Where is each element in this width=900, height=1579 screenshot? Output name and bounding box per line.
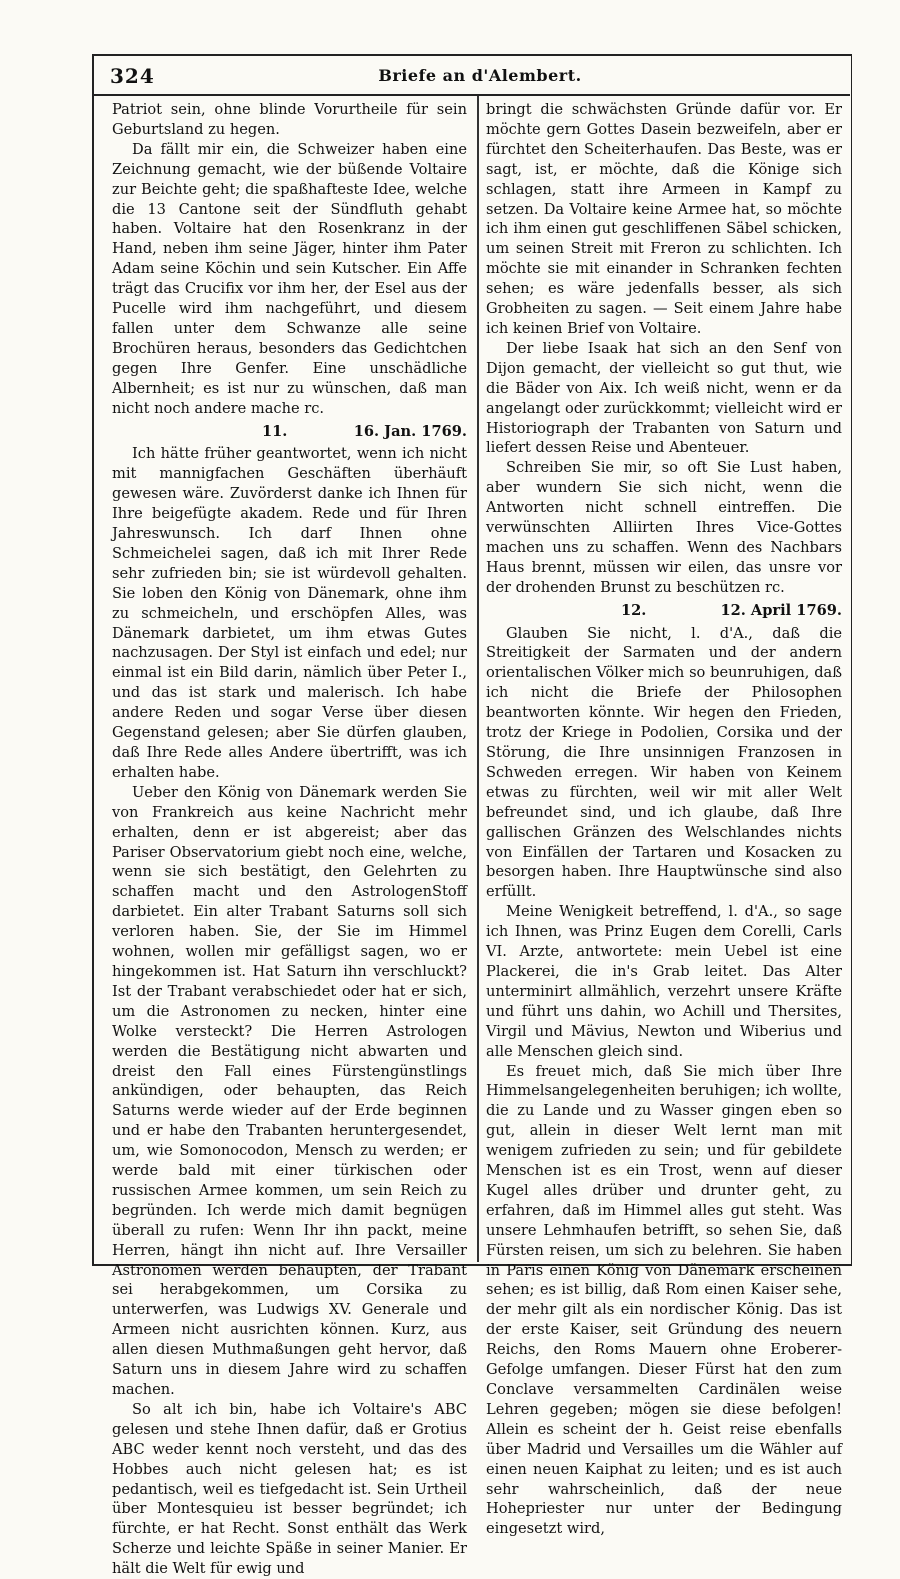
letter-date: 12. April 1769. [720,601,842,619]
paragraph: Schreiben Sie mir, so oft Sie Lust haben, aber wundern Sie sich nicht, wenn die Antworten nicht schnell eintreffen. Die verwünschten Alliirten Ihres Vice-Gottes machen uns zu schaffen. Wenn des Nachbars Haus brennt, müssen wir eilen, das unsre vor der drohenden Brunst zu beschützen rc. [486,459,842,596]
paragraph: bringt die schwächsten Gründe dafür vor. Er möchte gern Gottes Dasein bezweifeln, aber er fürchtet den Scheiterhaufen. Das Beste, was er sagt, ist, er möchte, daß die Könige sich schlagen, statt ihre Armeen in Kampf zu setzen. Da Voltaire keine Armee hat, so möchte ich ihm einen gut geschliffenen Säbel schicken, um seinen Streit mit Freron zu schlichten. Ich möchte sie mit einander in Schranken fechten sehen; es wäre jedenfalls besser, als sich Grobheiten zu sagen. — Seit einem Jahre habe ich keinen Brief von Voltaire. [486,101,842,337]
page-number: 324 [110,64,155,88]
paragraph: Ich hätte früher geantwortet, wenn ich nicht mit mannigfachen Geschäften überhäuft gewesen wäre. Zuvörderst danke ich Ihnen für Ihre beigefügte akadem. Rede und für Ihren Jahreswunsch. Ich darf Ihnen ohne Schmeichelei sagen, daß ich mit Ihrer Rede sehr zufrieden bin; sie ist würdevoll gehalten. Sie loben den König von Dänemark, ohne ihm zu schmeicheln, und erschöpfen Alles, was Dänemark darbietet, um ihm etwas Gutes nachzusagen. Der Styl ist einfach und edel; nur einmal ist ein Bild darin, nämlich über Peter I., und das ist stark und malerisch. Ich habe andere Reden und sogar Verse über diesen Gegenstand gelesen; aber Sie dürfen glauben, daß Ihre Rede alles Andere übertrifft, was ich erhalten habe. [112,445,467,781]
paragraph: Meine Wenigkeit betreffend, l. d'A., so sage ich Ihnen, was Prinz Eugen dem Corelli, Carls VI. Arzte, antwortete: mein Uebel ist eine Plackerei, die in's Grab leitet. Das Alter unterminirt allmählich, verzehrt unsere Kräfte und führt uns dahin, wo Achill und Thersites, Virgil und Mävius, Newton und Wiberius und alle Menschen gleich sind. [486,903,842,1060]
paragraph: Patriot sein, ohne blinde Vorurtheile für sein Geburtsland zu hegen. [112,101,467,138]
paragraph: Da fällt mir ein, die Schweizer haben eine Zeichnung gemacht, wie der büßende Voltaire zur Beichte geht; die spaßhafteste Idee, welche die 13 Cantone seit der Sündfluth gehabt haben. Voltaire hat den Rosenkranz in der Hand, neben ihm seine Jäger, hinter ihm Pater Adam seine Köchin und sein Kutscher. Ein Affe trägt das Crucifix vor ihm her, der Esel aus der Pucelle wird ihm nachgeführt, und diesem fallen unter dem Schwanze alle seine Brochüren heraus, besonders das Gedichtchen gegen Ihre Genfer. Eine unschädliche Albernheit; es ist nur zu wünschen, daß man nicht noch andere mache rc. [112,140,467,417]
paragraph: Der liebe Isaak hat sich an den Senf von Dijon gemacht, der vielleicht so gut thut, wie die Bäder von Aix. Ich weiß nicht, wenn er da angelangt oder zurückkommt; vielleicht wird er Historiograph der Trabanten von Saturn und liefert dessen Reise und Abenteuer. [486,339,842,457]
running-head: Briefe an d'Alembert. [378,66,582,85]
letter-heading-11 [112,422,467,442]
paragraph: So alt ich bin, habe ich Voltaire's ABC gelesen und stehe Ihnen dafür, daß er Grotius ABC weder kennt noch versteht, und das des Hobbes auch nicht gelesen hat; es ist pedantisch, weil es tiefgedacht ist. Sein Urtheil über Montesquieu ist besser begründet; ich fürchte, er hat Recht. Sonst enthält das Werk Scherze und leichte Späße in seiner Manier. Er hält die Welt für ewig und [112,1400,467,1578]
column-divider [477,96,479,1262]
right-column [486,100,842,1539]
letter-heading-12 [486,601,842,621]
letter-number: 12. [621,601,647,619]
letter-date: 16. Jan. 1769. [353,422,467,440]
header-rule [94,94,850,96]
paragraph: Glauben Sie nicht, l. d'A., daß die Streitigkeit der Sarmaten und der andern orientalischen Völker mich so beunruhigen, daß ich nicht die Briefe der Philosophen beantworten könnte. Wir hegen den Frieden, trotz der Kriege in Podolien, Corsika und der Störung, die Ihre unsinnigen Franzosen in Schweden erregen. Wir haben von Keinem etwas zu fürchten, weil wir mit aller Welt befreundet sind, und ich glaube, daß Ihre gallischen Gränzen des Welschlandes nichts von Einfällen der Tartaren und Kosacken zu besorgen haben. Ihre Hauptwünsche sind also erfüllt. [486,624,842,901]
paragraph: Es freuet mich, daß Sie mich über Ihre Himmelsangelegenheiten beruhigen; ich wollte, die zu Lande und zu Wasser gingen eben so gut, allein in dieser Welt lernt man mit wenigem zufrieden zu sein; und für gebildete Menschen ist es ein Trost, wenn auf dieser Kugel alles drüber und drunter geht, zu erfahren, daß im Himmel alles gut steht. Was unsere Lehmhaufen betrifft, so sehen Sie, daß Fürsten reisen, um sich zu belehren. Sie haben in Paris einen König von Dänemark erscheinen sehen; es ist billig, daß Rom einen Kaiser sehe, der mehr gilt als ein nordischer König. Das ist der erste Kaiser, seit Gründung des neuern Reichs, den Roms Mauern ohne Eroberer-Gefolge umfangen. Dieser Fürst hat den zum Conclave versammelten Cardinälen weise Lehren gegeben; mögen sie diese befolgen! Allein es scheint der h. Geist reise ebenfalls über Madrid und Versailles um die Wähler auf einen neuen Kaiphat zu leiten; und es ist auch sehr wahrscheinlich, daß der neue Hohepriester nur unter der Bedingung eingesetzt wird, [486,1062,842,1538]
letter-number: 11. [262,422,288,440]
page-header [110,64,850,90]
paragraph: Ueber den König von Dänemark werden Sie von Frankreich aus keine Nachricht mehr erhalten, denn er ist abgereist; aber das Pariser Observatorium giebt noch eine, welche, wenn sie sich bestätigt, den Gelehrten zu schaffen macht und den AstrologenStoff darbietet. Ein alter Trabant Saturns soll sich verloren haben. Sie, der Sie im Himmel wohnen, wollen mir gefälligst sagen, wo er hingekommen ist. Hat Saturn ihn verschluckt? Ist der Trabant verabschiedet oder hat er sich, um die Astronomen zu necken, hinter eine Wolke versteckt? Die Herren Astrologen werden die Bestätigung nicht abwarten und dreist den Fall eines Fürstengünstlings ankündigen, oder behaupten, das Reich Saturns werde wieder auf der Erde beginnen und er habe den Trabanten heruntergesendet, um, wie Somonocodon, Mensch zu werden; er werde bald mit einer türkischen oder russischen Armee kommen, um sein Reich zu begründen. Ich werde mich damit begnügen überall zu rufen: Wenn Ihr ihn packt, meine Herren, hängt ihn nicht auf. Ihre Versailler Astronomen werden behaupten, der Trabant sei herabgekommen, um Corsika zu unterwerfen, was Ludwigs XV. Generale und Armeen nicht ausrichten können. Kurz, aus allen diesen Muthmaßungen geht hervor, daß Saturn uns in diesem Jahre wird zu schaffen machen. [112,783,467,1398]
left-column [112,100,467,1579]
